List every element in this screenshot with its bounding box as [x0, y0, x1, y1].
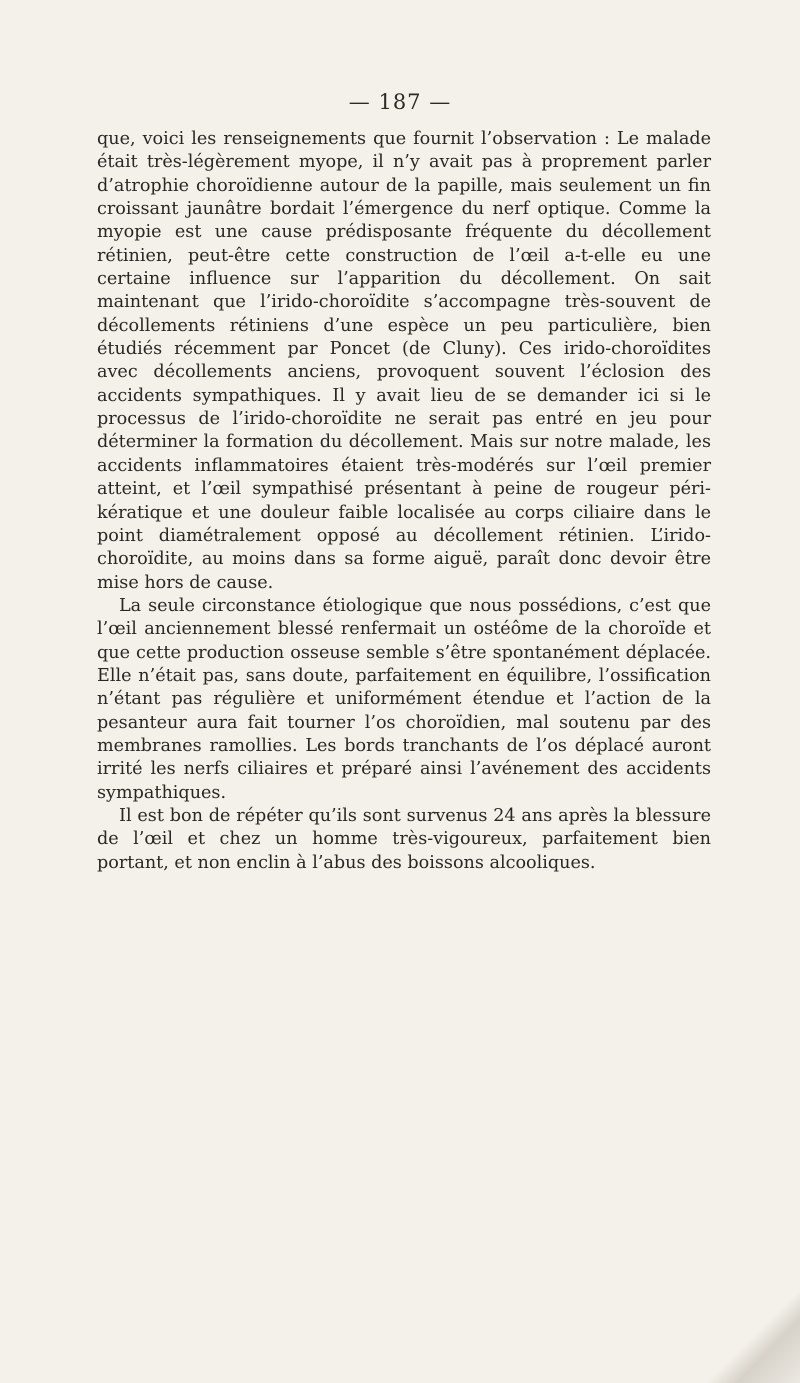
paragraph-1: que, voici les renseignements que fournit l’observation : Le malade était très-légèrement myope, il n’y avait pas à proprement parler d’atrophie choroïdienne autour de la papille, mais seulement un fin croissant jaunâtre bordait l’émergence du nerf optique. Comme la myopie est une cause prédisposante fréquente du décollement rétinien, peut-être cette construction de l’œil a-t-elle eu une certaine influence sur l’apparition du décollement. On sait maintenant que l’irido-choroïdite s’accompagne très-souvent de décollements rétiniens d’une espèce un peu particulière, bien étudiés récemment par Poncet (de Cluny). Ces irido-choroïdites avec décollements anciens, provoquent souvent l’éclosion des accidents sympathiques. Il y avait lieu de se demander ici si le processus de l’irido-choroïdite ne serait pas entré en jeu pour déterminer la formation du décollement. Mais sur notre malade, les accidents inflammatoires étaient très-modérés sur l’œil premier atteint, et l’œil sympathisé présentant à peine de rougeur péri-kératique et une douleur faible localisée au corps ciliaire dans le point diamétralement opposé au décollement rétinien. L’irido-choroïdite, au moins dans sa forme aiguë, paraît donc devoir être mise hors de cause.: [97, 129, 711, 593]
paragraph-2: La seule circonstance étiologique que nous possédions, c’est que l’œil anciennement blessé renfermait un ostéôme de la choroïde et que cette production osseuse semble s’être spontanément déplacée. Elle n’était pas, sans doute, parfaitement en équilibre, l’ossification n’étant pas régulière et uniformément étendue et l’action de la pesanteur aura fait tourner l’os choroïdien, mal soutenu par des membranes ramollies. Les bords tranchants de l’os déplacé auront irrité les nerfs ciliaires et préparé ainsi l’avénement des accidents sympathiques.: [97, 595, 711, 803]
page-number: — 187 —: [348, 90, 452, 114]
body-text: [97, 128, 711, 875]
paragraph-3: Il est bon de répéter qu’ils sont survenus 24 ans après la blessure de l’œil et chez un homme très-vigoureux, parfaitement bien portant, et non enclin à l’abus des boissons alcooliques.: [97, 805, 711, 873]
page-corner-fold: [680, 1293, 800, 1383]
